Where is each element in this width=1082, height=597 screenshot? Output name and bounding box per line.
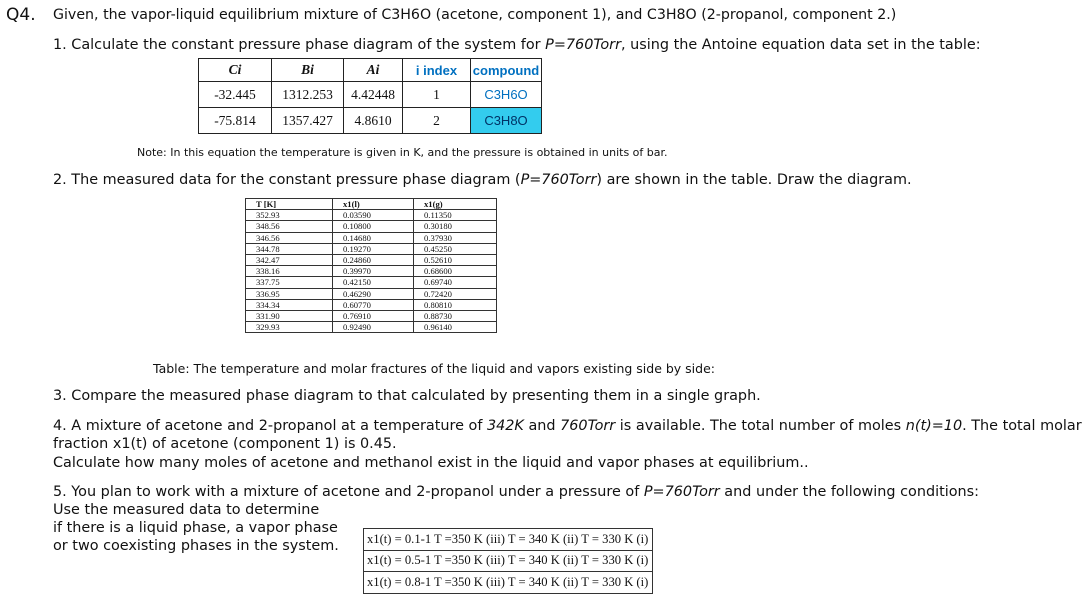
item-1-pressure: P=760Torr — [545, 37, 622, 53]
measured-cell: 334.34 — [246, 299, 333, 310]
antoine-cell: 2 — [403, 108, 471, 134]
antoine-note: Note: In this equation the temperature is given in K, and the pressure is obtained in units of bar. — [137, 146, 668, 159]
measured-cell: 0.14680 — [333, 232, 414, 243]
measured-cell: 0.88730 — [414, 310, 497, 321]
measured-cell: 0.19270 — [333, 243, 414, 254]
antoine-cell: -32.445 — [199, 82, 272, 108]
measured-cell: 0.80810 — [414, 299, 497, 310]
item-5-line-2: Use the measured data to determine — [53, 502, 320, 518]
condition-text: x1(t) = 0.1-1 T =350 K (iii) T = 340 K (ii) T = 330 K (i) — [364, 529, 653, 551]
measured-row — [246, 266, 497, 277]
measured-row — [246, 277, 497, 288]
question-number: Q4. — [6, 5, 36, 25]
condition-text: x1(t) = 0.5-1 T =350 K (iii) T = 340 K (ii) T = 330 K (i) — [364, 550, 653, 572]
measured-cell: 342.47 — [246, 254, 333, 265]
measured-row — [246, 232, 497, 243]
item-5-text: 5. You plan to work with a mixture of acetone and 2-propanol under a pressure of — [53, 484, 644, 500]
measured-cell: 336.95 — [246, 288, 333, 299]
item-1-prefix: 1. Calculate the constant pressure phase diagram of the system for — [53, 37, 546, 53]
measured-cell: 0.10800 — [333, 221, 414, 232]
antoine-cell: 1357.427 — [272, 108, 344, 134]
measured-cell: 0.39970 — [333, 266, 414, 277]
item-1 — [53, 37, 981, 53]
item-2-prefix: 2. The measured data for the constant pressure phase diagram ( — [53, 172, 521, 188]
antoine-header-b: Bi — [272, 59, 344, 82]
measured-table-body — [246, 210, 497, 333]
measured-cell: 0.03590 — [333, 210, 414, 221]
measured-cell: 344.78 — [246, 243, 333, 254]
measured-data-table — [245, 198, 497, 333]
item-3: 3. Compare the measured phase diagram to that calculated by presenting them in a single graph. — [53, 388, 761, 404]
measured-row — [246, 210, 497, 221]
item-5-pressure: P=760Torr — [643, 484, 720, 500]
item-4-text: . The total molar — [962, 418, 1082, 434]
item-2-suffix: ) are shown in the table. Draw the diagram. — [596, 172, 912, 188]
item-4-line-2: fraction x1(t) of acetone (component 1) is 0.45. — [53, 436, 397, 452]
condition-row — [364, 550, 653, 572]
measured-cell: 0.24860 — [333, 254, 414, 265]
item-4-pressure: 760Torr — [560, 418, 616, 434]
measured-cell: 0.96140 — [414, 322, 497, 333]
item-5-line-4: or two coexisting phases in the system. — [53, 538, 339, 554]
item-4-text: and — [523, 418, 561, 434]
measured-cell: 0.72420 — [414, 288, 497, 299]
question-intro: Given, the vapor-liquid equilibrium mixture of C3H6O (acetone, component 1), and C3H8O (2-propanol, component 2.) — [53, 7, 897, 23]
measured-header-row — [246, 199, 497, 210]
measured-row — [246, 299, 497, 310]
measured-cell: 338.16 — [246, 266, 333, 277]
measured-cell: 0.42150 — [333, 277, 414, 288]
condition-text: x1(t) = 0.8-1 T =350 K (iii) T = 340 K (ii) T = 330 K (i) — [364, 572, 653, 594]
antoine-compound-cell: C3H6O — [471, 82, 542, 108]
condition-row — [364, 529, 653, 551]
measured-cell: 346.56 — [246, 232, 333, 243]
table-caption: Table: The temperature and molar fractures of the liquid and vapors existing side by side: — [153, 361, 715, 376]
measured-header-x1g: x1(g) — [414, 199, 497, 210]
item-2-pressure: P=760Torr — [520, 172, 597, 188]
item-4-line-3: Calculate how many moles of acetone and methanol exist in the liquid and vapor phases at equilibrium.. — [53, 455, 809, 471]
measured-row — [246, 243, 497, 254]
antoine-cell: -75.814 — [199, 108, 272, 134]
item-4-temperature: 342K — [486, 418, 524, 434]
measured-cell: 0.46290 — [333, 288, 414, 299]
measured-cell: 0.76910 — [333, 310, 414, 321]
measured-row — [246, 288, 497, 299]
measured-row — [246, 322, 497, 333]
measured-header-x1l: x1(l) — [333, 199, 414, 210]
measured-cell: 0.52610 — [414, 254, 497, 265]
item-1-suffix: , using the Antoine equation data set in the table: — [621, 37, 981, 53]
measured-header-t: T [K] — [246, 199, 333, 210]
antoine-header-index: i index — [403, 59, 471, 82]
measured-cell: 0.68600 — [414, 266, 497, 277]
measured-cell: 348.56 — [246, 221, 333, 232]
measured-cell: 0.69740 — [414, 277, 497, 288]
antoine-header-c: Ci — [199, 59, 272, 82]
antoine-row — [199, 108, 542, 134]
item-4-moles: n(t)=10 — [905, 418, 963, 434]
item-5-text: and under the following conditions: — [719, 484, 980, 500]
measured-row — [246, 310, 497, 321]
measured-cell: 329.93 — [246, 322, 333, 333]
measured-cell: 0.11350 — [414, 210, 497, 221]
antoine-cell: 1 — [403, 82, 471, 108]
item-5-line-1 — [53, 484, 979, 500]
condition-row — [364, 572, 653, 594]
item-2 — [53, 172, 912, 188]
measured-cell: 331.90 — [246, 310, 333, 321]
antoine-cell: 1312.253 — [272, 82, 344, 108]
antoine-table — [198, 58, 542, 134]
measured-cell: 0.30180 — [414, 221, 497, 232]
antoine-header-row — [199, 59, 542, 82]
antoine-header-compound: compound — [471, 59, 542, 82]
antoine-row — [199, 82, 542, 108]
measured-cell: 0.60770 — [333, 299, 414, 310]
item-4-text: 4. A mixture of acetone and 2-propanol at a temperature of — [53, 418, 487, 434]
item-4-line-1 — [53, 418, 1082, 434]
measured-row — [246, 254, 497, 265]
measured-cell: 352.93 — [246, 210, 333, 221]
measured-row — [246, 221, 497, 232]
item-5-line-3: if there is a liquid phase, a vapor phase — [53, 520, 338, 536]
antoine-cell: 4.8610 — [344, 108, 403, 134]
item-4-text: is available. The total number of moles — [615, 418, 906, 434]
measured-cell: 0.45250 — [414, 243, 497, 254]
antoine-compound-cell: C3H8O — [471, 108, 542, 134]
conditions-box — [363, 528, 653, 594]
measured-cell: 0.37930 — [414, 232, 497, 243]
antoine-header-a: Ai — [344, 59, 403, 82]
measured-cell: 337.75 — [246, 277, 333, 288]
antoine-cell: 4.42448 — [344, 82, 403, 108]
measured-cell: 0.92490 — [333, 322, 414, 333]
